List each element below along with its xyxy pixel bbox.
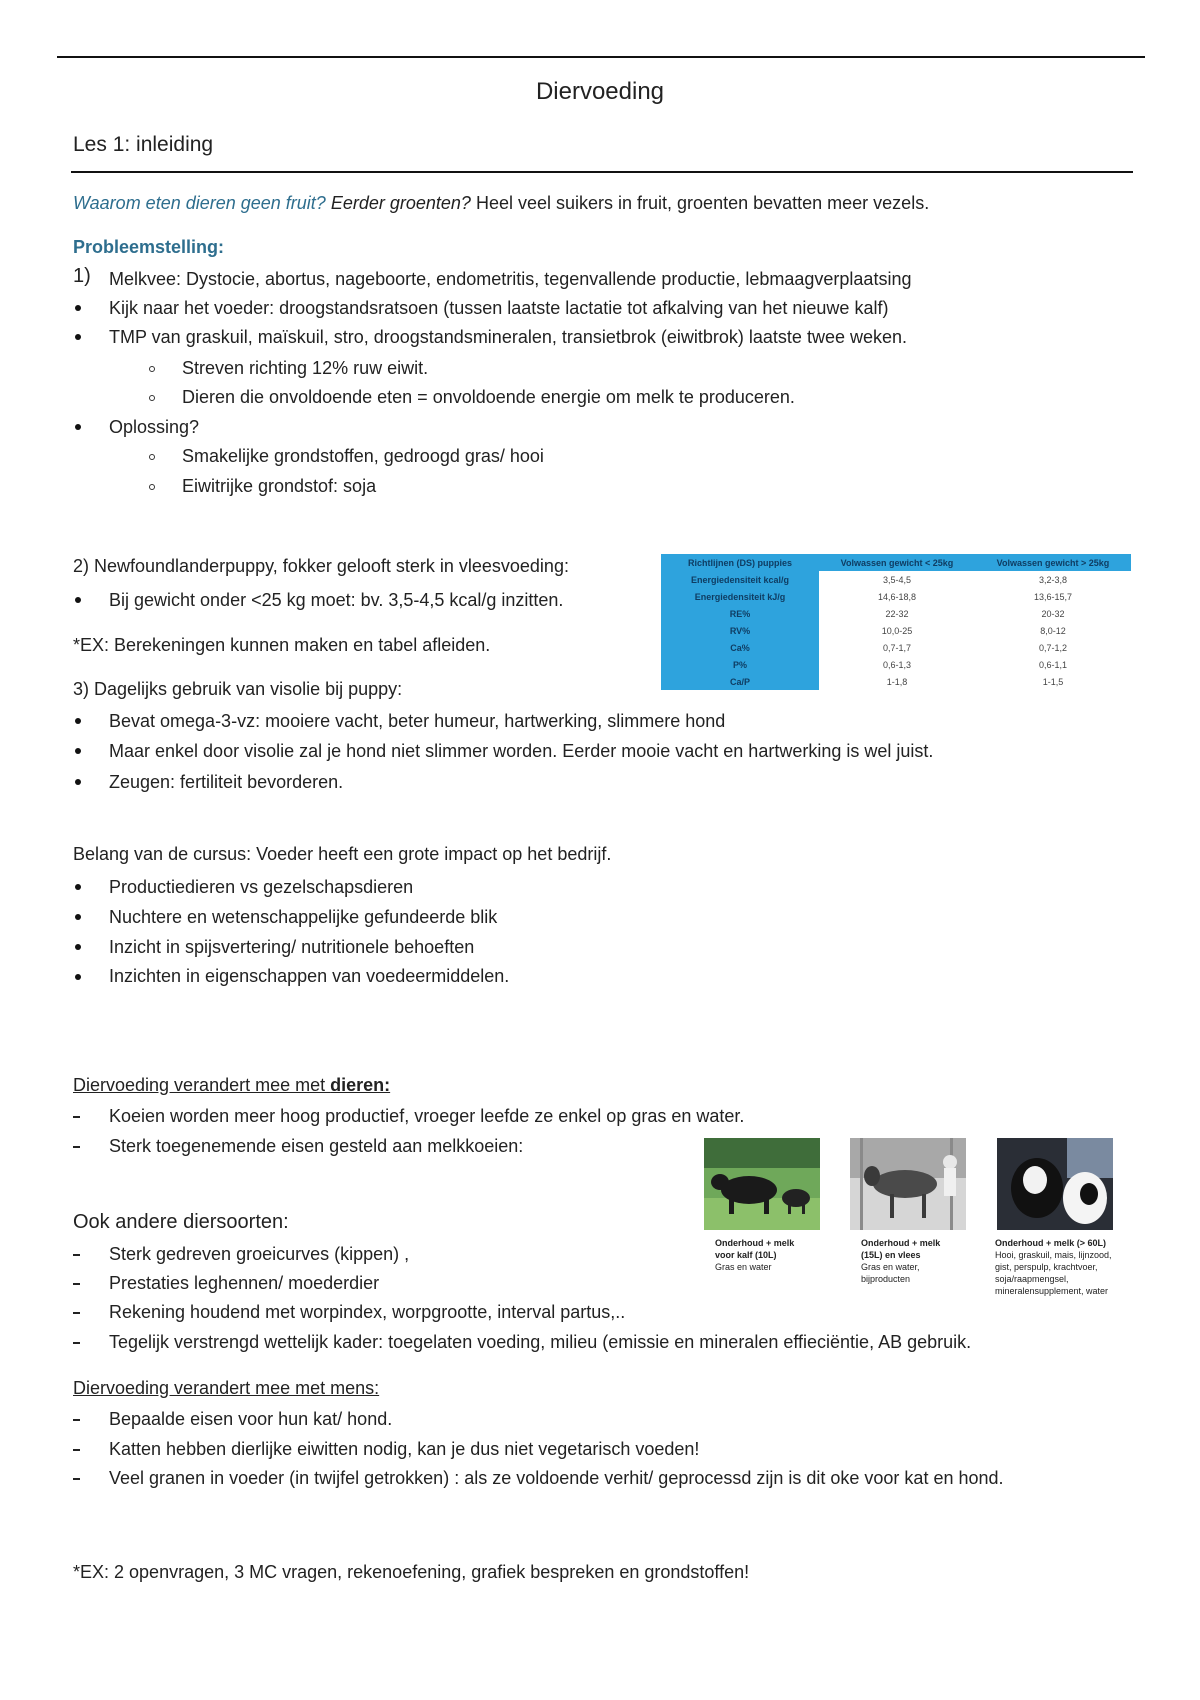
table-cell: 22-32 [819, 605, 975, 622]
dash [73, 1312, 80, 1314]
human-item-3: Veel granen in voeder (in twijfel getrokken) : als ze voldoende verhit/ geprocessd zijn is dit oke voor kat en hond. [109, 1468, 1004, 1488]
table-cell: 0,7-1,7 [819, 639, 975, 656]
photo-caption-3 [995, 1237, 1112, 1297]
bullet [75, 914, 81, 920]
photo-caption-1 [715, 1237, 794, 1273]
table-row [661, 622, 1131, 639]
problem-sub-2: Dieren die onvoldoende eten = onvoldoende energie om melk te produceren. [182, 387, 795, 407]
sub-bullet [149, 484, 155, 490]
table-row [661, 673, 1131, 690]
importance-bullet-4: Inzichten in eigenschappen van voedeermiddelen. [109, 966, 510, 986]
table-cell: 3,2-3,8 [975, 571, 1131, 588]
table-cell: 10,0-25 [819, 622, 975, 639]
bullet [75, 974, 81, 980]
animals-heading-text: Diervoeding verandert mee met [73, 1075, 331, 1095]
caption-text: Gras en water, [861, 1262, 920, 1272]
exam-note: *EX: 2 openvragen, 3 MC vragen, rekenoefening, grafiek bespreken en grondstoffen! [73, 1562, 750, 1582]
bullet [75, 944, 81, 950]
table-cell: 0,7-1,2 [975, 639, 1131, 656]
intro-question: Waarom eten dieren geen fruit? [73, 193, 326, 213]
caption-bold: Onderhoud + melk [715, 1238, 795, 1248]
problem-sub-3: Smakelijke grondstoffen, gedroogd gras/ hooi [182, 446, 544, 466]
other-species-item-3: Rekening houdend met worpindex, worpgrootte, interval partus,.. [109, 1302, 626, 1322]
bullet [75, 748, 81, 754]
problem-bullet-2: TMP van graskuil, maïskuil, stro, droogstandsmineralen, transietbrok (eiwitbrok) laatste twee weken. [109, 327, 908, 347]
dash [73, 1449, 80, 1451]
dash [73, 1254, 80, 1256]
problem-sub-4: Eiwitrijke grondstof: soja [182, 476, 377, 496]
case2-bullet: Bij gewicht onder <25 kg moet: bv. 3,5-4,5 kcal/g inzitten. [109, 590, 564, 610]
table-header: Volwassen gewicht > 25kg [975, 554, 1131, 571]
intro-line [73, 192, 929, 214]
cow-with-calf-photo [704, 1138, 820, 1230]
table-cell: Ca/P [661, 673, 819, 690]
importance-line: Belang van de cursus: Voeder heeft een grote impact op het bedrijf. [73, 844, 612, 864]
sub-bullet [149, 366, 155, 372]
table-cell: 1-1,5 [975, 673, 1131, 690]
table-cell: Ca% [661, 639, 819, 656]
caption-bold: voor kalf (10L) [715, 1250, 777, 1260]
bullet [75, 718, 81, 724]
dash [73, 1146, 80, 1148]
caption-text: Hooi, graskuil, mais, lijnzood, [995, 1250, 1112, 1260]
problem-bullet-3: Oplossing? [109, 417, 200, 437]
caption-text: bijproducten [861, 1274, 911, 1284]
lesson-rule [71, 171, 1133, 173]
dairy-cows-barn-photo [997, 1138, 1113, 1230]
intro-question-2: Eerder groenten? [330, 193, 471, 213]
other-species-heading: Ook andere diersoorten: [73, 1211, 289, 1233]
table-cell: RV% [661, 622, 819, 639]
table-cell: RE% [661, 605, 819, 622]
top-rule [57, 56, 1145, 58]
sub-bullet [149, 454, 155, 460]
problem-heading: Probleemstelling: [73, 237, 225, 257]
other-species-item-4: Tegelijk verstrengd wettelijk kader: toegelaten voeding, milieu (emissie en mineralen effieciëntie, AB gebruik. [109, 1332, 972, 1352]
caption-text: Gras en water [715, 1262, 772, 1272]
page-title: Diervoeding [535, 78, 665, 105]
table-cell: 0,6-1,1 [975, 656, 1131, 673]
bullet [75, 597, 81, 603]
bullet [75, 779, 81, 785]
caption-text: gist, perspulp, krachtvoer, [995, 1262, 1098, 1272]
bullet [75, 884, 81, 890]
animals-heading [73, 1074, 390, 1096]
lesson-heading: Les 1: inleiding [73, 133, 214, 156]
table-row [661, 639, 1131, 656]
problem-number: 1) [73, 265, 91, 287]
intro-answer: Heel veel suikers in fruit, groenten bevatten meer vezels. [475, 193, 930, 213]
bullet [75, 305, 81, 311]
milking-cow-photo [850, 1138, 966, 1230]
dash [73, 1478, 80, 1480]
table-cell: 8,0-12 [975, 622, 1131, 639]
table-row [661, 605, 1131, 622]
bullet [75, 334, 81, 340]
caption-text: mineralensupplement, water [995, 1286, 1109, 1296]
table-row [661, 656, 1131, 673]
table-cell: 3,5-4,5 [819, 571, 975, 588]
other-species-item-2: Prestaties leghennen/ moederdier [109, 1273, 380, 1293]
case3-line: 3) Dagelijks gebruik van visolie bij puppy: [73, 679, 403, 699]
table-row [661, 571, 1131, 588]
caption-bold: Onderhoud + melk (> 60L) [995, 1238, 1107, 1248]
dash [73, 1116, 80, 1118]
puppy-guidelines-table [661, 554, 1131, 690]
case3-bullet-3: Zeugen: fertiliteit bevorderen. [109, 772, 344, 792]
sub-bullet [149, 395, 155, 401]
other-species-item-1: Sterk gedreven groeicurves (kippen) , [109, 1244, 410, 1264]
table-header: Richtlijnen (DS) puppies [661, 554, 819, 571]
table-cell: 1-1,8 [819, 673, 975, 690]
importance-bullet-2: Nuchtere en wetenschappelijke gefundeerde blik [109, 907, 498, 927]
importance-bullet-1: Productiedieren vs gezelschapsdieren [109, 877, 414, 897]
table-row [661, 588, 1131, 605]
human-heading: Diervoeding verandert mee met mens: [73, 1378, 380, 1398]
problem-line-1: Melkvee: Dystocie, abortus, nageboorte, endometritis, tegenvallende productie, lebmaagverplaatsing [109, 269, 912, 289]
dash [73, 1342, 80, 1344]
dash [73, 1419, 80, 1421]
table-cell: P% [661, 656, 819, 673]
problem-sub-1: Streven richting 12% ruw eiwit. [182, 358, 429, 378]
human-item-1: Bepaalde eisen voor hun kat/ hond. [109, 1409, 393, 1429]
problem-bullet-1: Kijk naar het voeder: droogstandsratsoen (tussen laatste lactatie tot afkalving van het nieuwe kalf) [109, 298, 889, 318]
animals-item-1: Koeien worden meer hoog productief, vroeger leefde ze enkel op gras en water. [109, 1106, 745, 1126]
bullet [75, 424, 81, 430]
table-cell: 20-32 [975, 605, 1131, 622]
caption-bold: Onderhoud + melk [861, 1238, 941, 1248]
dash [73, 1283, 80, 1285]
photo-caption-2 [861, 1237, 940, 1285]
importance-bullet-3: Inzicht in spijsvertering/ nutritionele behoeften [109, 937, 475, 957]
table-cell: Energiedensiteit kcal/g [661, 571, 819, 588]
caption-bold: (15L) en vlees [861, 1250, 921, 1260]
table-cell: 0,6-1,3 [819, 656, 975, 673]
case3-bullet-2: Maar enkel door visolie zal je hond niet slimmer worden. Eerder mooie vacht en hartwerking is wel juist. [109, 741, 934, 761]
case3-bullet-1: Bevat omega-3-vz: mooiere vacht, beter humeur, hartwerking, slimmere hond [109, 711, 726, 731]
table-cell: Energiedensiteit kJ/g [661, 588, 819, 605]
animals-item-2: Sterk toegenemende eisen gesteld aan melkkoeien: [109, 1136, 524, 1156]
table-cell: 14,6-18,8 [819, 588, 975, 605]
human-item-2: Katten hebben dierlijke eiwitten nodig, kan je dus niet vegetarisch voeden! [109, 1439, 700, 1459]
case2-exam-note: *EX: Berekeningen kunnen maken en tabel afleiden. [73, 635, 491, 655]
caption-text: soja/raapmengsel, [995, 1274, 1069, 1284]
table-header-row [661, 554, 1131, 571]
table-cell: 13,6-15,7 [975, 588, 1131, 605]
case2-line: 2) Newfoundlanderpuppy, fokker gelooft sterk in vleesvoeding: [73, 556, 569, 576]
animals-heading-bold: dieren: [330, 1075, 391, 1095]
table-header: Volwassen gewicht < 25kg [819, 554, 975, 571]
